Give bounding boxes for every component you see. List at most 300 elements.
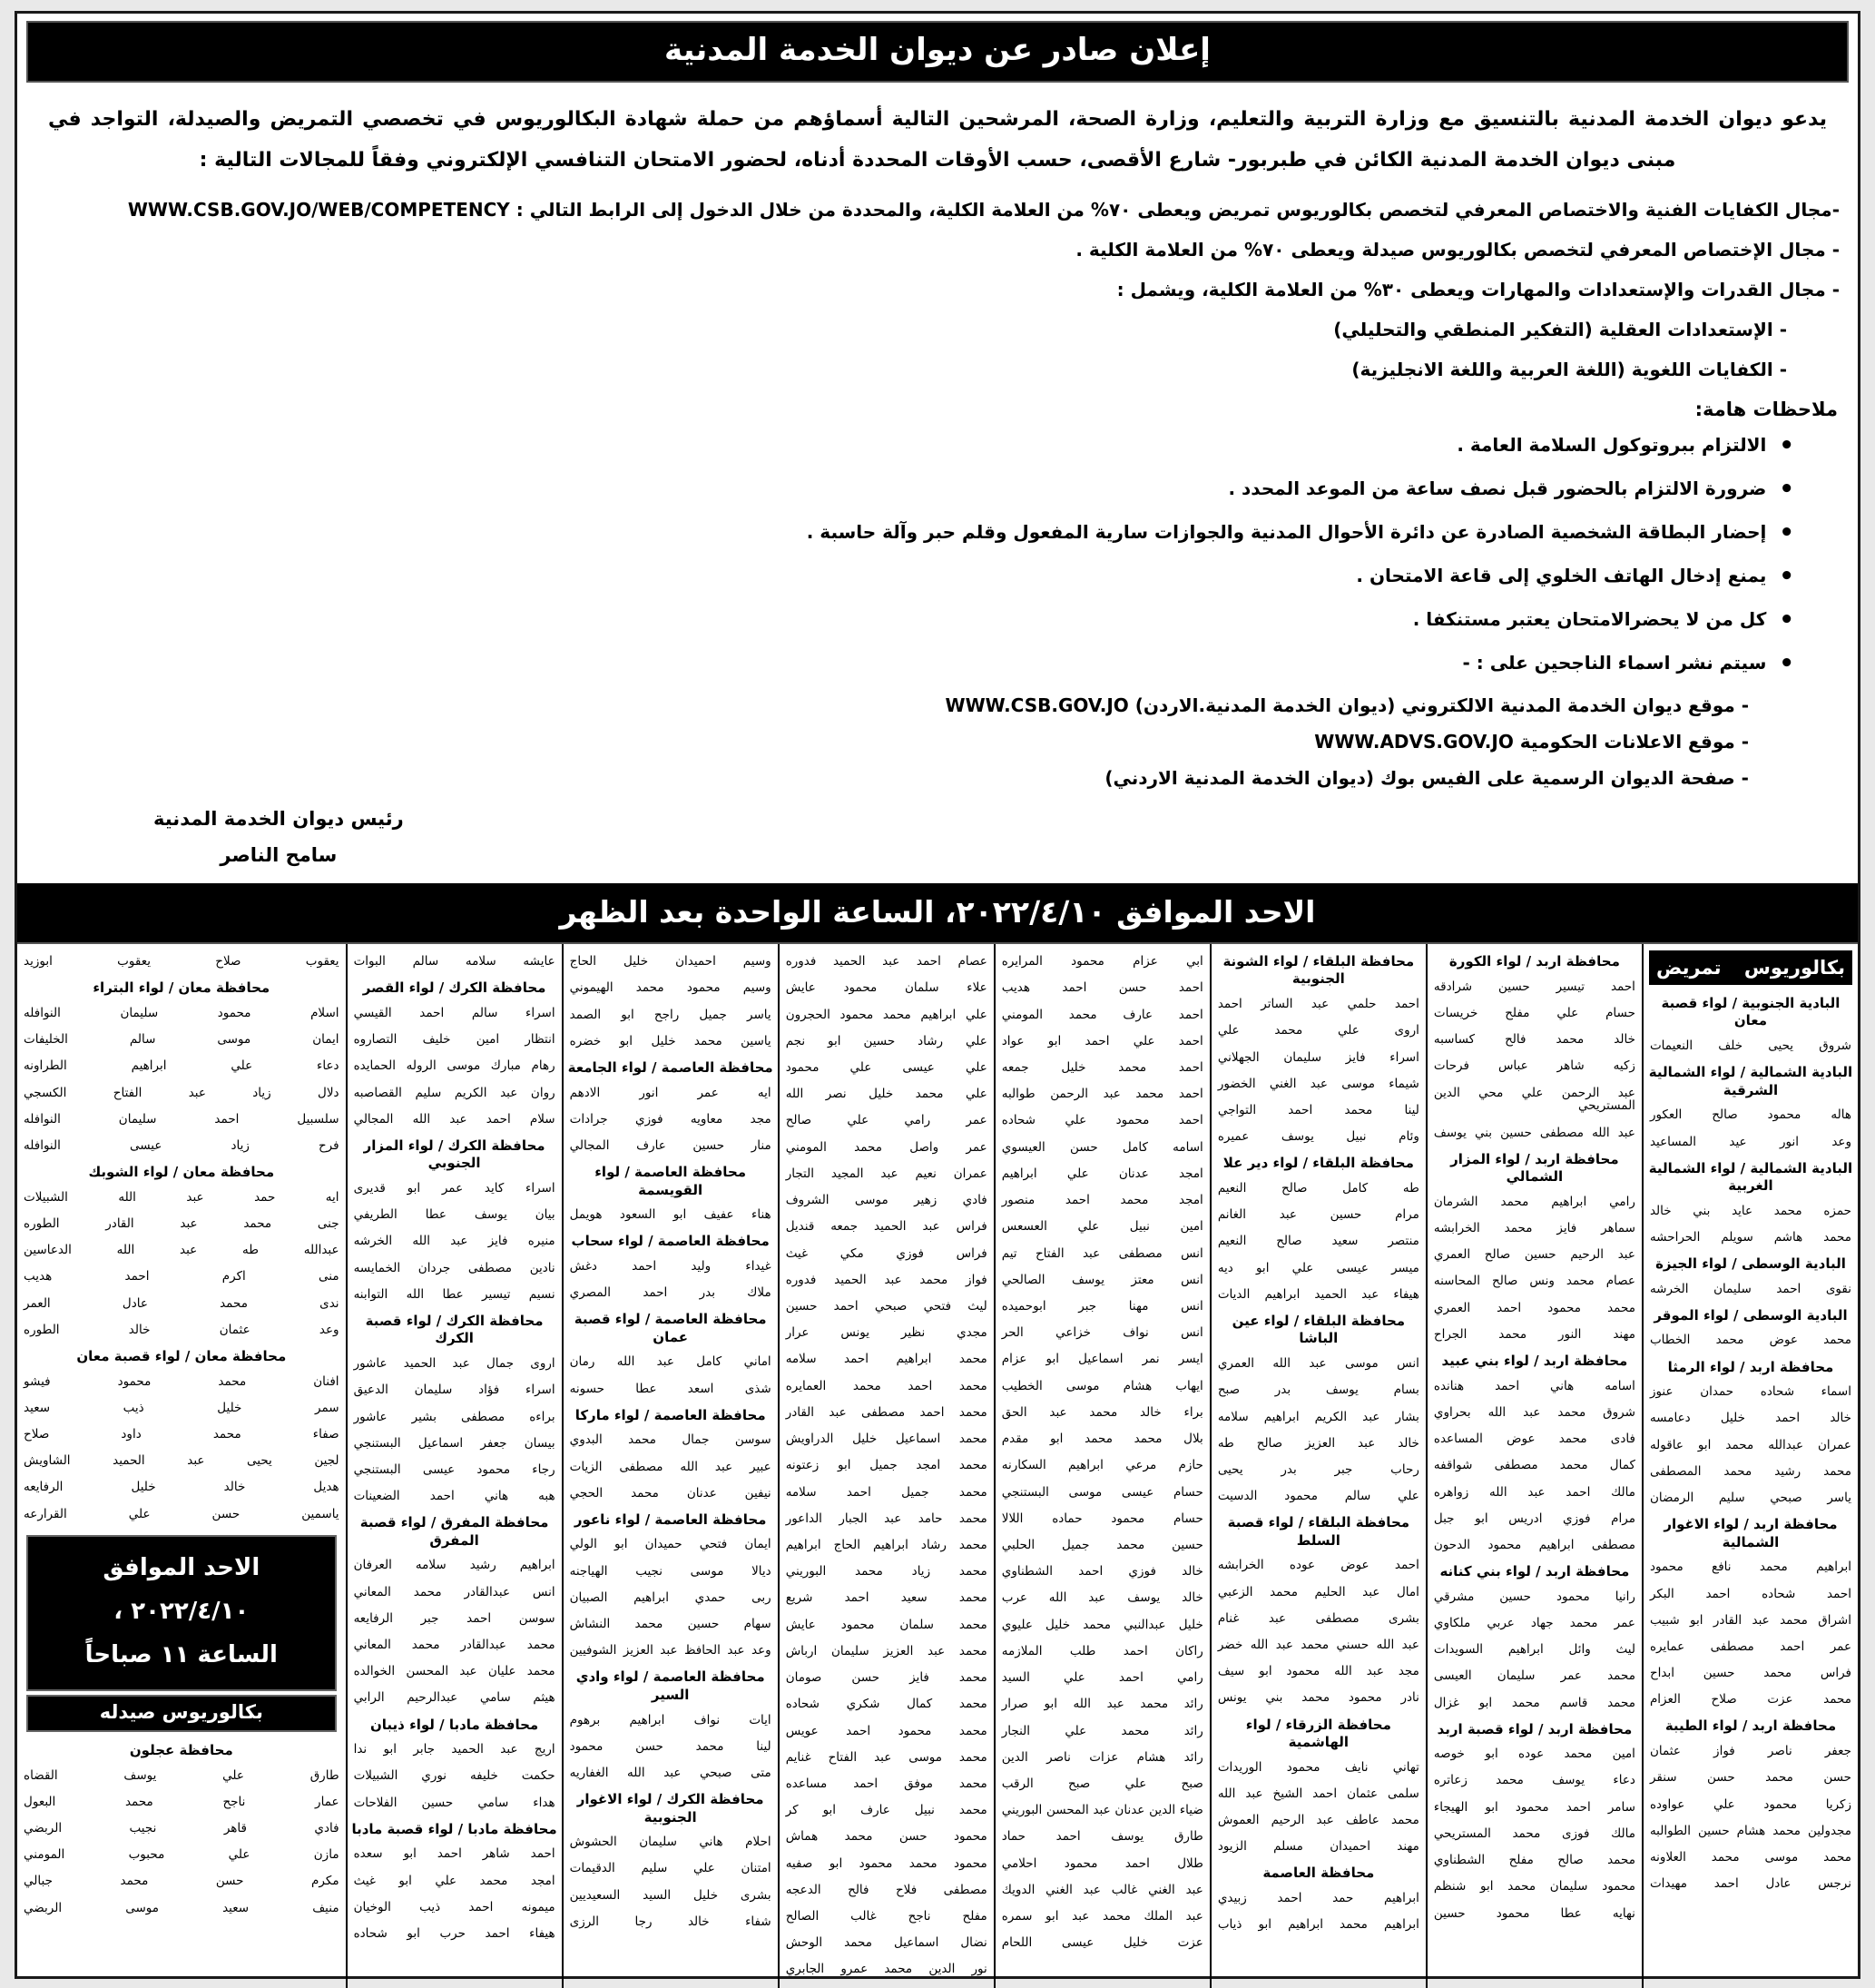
candidate-name: علي عيسى علي محمود: [785, 1060, 987, 1076]
candidate-name: وعد انور عيد المساعيد: [1649, 1134, 1851, 1149]
candidate-name: شيماء موسى عبد الغني الخضور: [1217, 1076, 1419, 1091]
candidate-name: محمد اسماعيل خليل الدراويش: [785, 1432, 987, 1447]
table-column: [346, 944, 562, 1988]
candidate-name: جنى محمد عبد القادر الطوره: [24, 1215, 339, 1231]
candidate-name: امجد محمد احمد منصور: [1001, 1193, 1203, 1208]
candidate-name: فادي زهير موسى الشروف: [785, 1193, 987, 1208]
group-header: محافظة معان / لواء البتراء: [93, 979, 270, 997]
candidate-name: بشرى مصطفى عبد غنام: [1217, 1610, 1419, 1626]
group-header: محافظة اربد / لواء قصبة اربد: [1437, 1720, 1633, 1737]
pharmacy-degree-badge: بكالوريوس صيدله: [26, 1695, 337, 1732]
group-header: محافظة العاصمة / لواء القويسمة: [594, 1164, 747, 1198]
candidate-name: دعاء يوسف محمد زعاتره: [1433, 1773, 1635, 1788]
candidate-name: بيان يوسف عطا الطريفي: [353, 1207, 555, 1223]
candidate-name: امجد عدنان علي ابراهيم: [1001, 1166, 1203, 1181]
pharmacy-session-line: الاحد الموافق: [103, 1553, 260, 1581]
nursing-degree-badge: بكالوريوس تمريض: [1649, 950, 1852, 985]
candidate-name: عبير عبد الله مصطفى الزيات: [569, 1459, 771, 1474]
candidate-name: محمود سليمان محمد ابو شنظم: [1433, 1879, 1635, 1895]
candidate-name: منى اكرم احمد هديب: [24, 1269, 339, 1284]
candidate-name: نرجس عادل احمد مهيدات: [1649, 1876, 1851, 1892]
candidate-name: نقوى احمد سليمان الخرشه: [1649, 1281, 1851, 1296]
candidate-name: عبد الله مصطفى حسين بني يوسف: [1433, 1125, 1635, 1140]
candidate-name: محمد رشاد ابراهيم الحاج ابراهيم: [785, 1537, 987, 1552]
candidate-name: عمر واصل محمد المومني: [785, 1139, 987, 1155]
candidate-name: حسام محمود حماده اللالا: [1001, 1511, 1203, 1526]
candidate-name: محمد هاشم سويلم الحراحشه: [1649, 1230, 1851, 1245]
pharmacy-session-line: ٢٠٢٢/٤/١٠ ،: [113, 1597, 250, 1625]
candidate-name: ابراهيم حمد احمد زبيدي: [1217, 1891, 1419, 1906]
group-header: محافظة الكرك / لواء قصبة الكرك: [365, 1312, 544, 1347]
candidate-name: مكرم حسن محمد جبالي: [24, 1874, 339, 1889]
candidate-name: حسن محمد حسن سنقر: [1649, 1770, 1851, 1786]
group-header: البادية الشمالية / لواء الشمالية الشرقية: [1648, 1064, 1853, 1098]
note-item: • كل من لا يحضرالامتحان يعتبر مستنكفا .: [17, 598, 1794, 642]
candidate-name: خالد محمد فالح كساسبه: [1433, 1032, 1635, 1048]
group-header: محافظة الكرك / لواء المزار الجنوبي: [363, 1137, 545, 1172]
candidate-name: انس موسى عبد الله العمري: [1217, 1356, 1419, 1372]
group-header: البادية الوسطى / لواء الموقر: [1654, 1306, 1848, 1324]
candidate-name: رائد محمد عبد الله ابو صرار: [1001, 1697, 1203, 1712]
candidate-name: احمد تيسير حسين شرادقه: [1433, 979, 1635, 994]
candidate-name: محمد موفق احمد مساعده: [785, 1776, 987, 1791]
announcement-title-bar: إعلان صادر عن ديوان الخدمة المدنية: [26, 21, 1849, 83]
exam-fields-list: [17, 184, 1858, 389]
candidate-name: عايشه سلامه سالم البوات: [353, 954, 555, 969]
candidate-name: لينا محمد احمد التواجي: [1217, 1103, 1419, 1118]
candidate-name: رائد هشام عزات ناصر الدين: [1001, 1749, 1203, 1765]
candidate-name: محمد زياد محمد البوريني: [785, 1564, 987, 1580]
candidate-name: اسراء فؤاد سليمان الدعيق: [353, 1383, 555, 1398]
candidate-name: محمد امجد جميل ابو زعتونه: [785, 1458, 987, 1473]
group-header: محافظة مادبا / لواء ذيبان: [369, 1716, 539, 1733]
candidate-name: ايمان فتحي حميدان ابو الولي: [569, 1537, 771, 1552]
group-header: محافظة العاصمة / لواء الجامعة: [567, 1058, 773, 1076]
candidate-name: مصطفى ابراهيم محمود الدحون: [1433, 1537, 1635, 1552]
candidate-name: وسيم محمود محمد الهيموني: [569, 980, 771, 996]
candidate-name: مهند احميدان مسلم الزيود: [1217, 1839, 1419, 1855]
candidate-name: احمد عارف محمد المومني: [1001, 1007, 1203, 1022]
candidate-name: محمد نبيل عارف ابو كر: [785, 1803, 987, 1818]
candidate-name: محمد جميل احمد سلامه: [785, 1484, 987, 1500]
results-table: [17, 944, 1858, 1988]
pharmacy-session-box: [26, 1535, 337, 1691]
candidate-name: عبدالله طه عبد الله الدعاسين: [24, 1243, 339, 1258]
candidate-name: حكمت خليفه نوري الشبيلات: [353, 1768, 555, 1784]
candidate-name: ايهاب هشام موسى الخطيب: [1001, 1378, 1203, 1393]
note-item: • سيتم نشر اسماء الناجحين على : -: [17, 642, 1794, 685]
group-header: محافظة البلقاء / لواء عين الباشا: [1232, 1312, 1406, 1347]
candidate-name: رجاء محمود عيسى البستنجي: [353, 1461, 555, 1477]
exam-field-line: -مجال الكفايات الفنية والاختصاص المعرفي لتخصص بكالوريوس تمريض ويعطى ٧٠% من العلامة الكلية، والمحددة من خلال الدخول إلى الرابط التالي : WWW.CSB.GOV.JO/WEB/COMPETENCY: [127, 199, 1840, 221]
table-column: [562, 944, 778, 1988]
candidate-name: غيداء وليد احمد دغش: [569, 1258, 771, 1274]
signature-role: رئيس ديوان الخدمة المدنية: [153, 808, 404, 831]
note-item: • ضرورة الالتزام بالحضور قبل نصف ساعة من الموعد المحدد .: [17, 467, 1794, 511]
pharmacy-session-line: الساعة ١١ صباحاً: [84, 1640, 278, 1668]
candidate-name: ايمان موسى سالم الخليفات: [24, 1032, 339, 1048]
candidate-name: حسام علي مفلح خريسات: [1433, 1005, 1635, 1020]
candidate-name: مجد عبد الله محمود ابو سيف: [1217, 1664, 1419, 1679]
candidate-name: سامر احمد محمود ابو الهيجاء: [1433, 1799, 1635, 1815]
candidate-name: هيثم سامي عبدالرحيم الرابي: [353, 1690, 555, 1706]
table-column: [778, 944, 994, 1988]
candidate-name: اشراق محمد عبد القادر ابو شبيب: [1649, 1612, 1851, 1628]
group-header: محافظة معان / لواء قصبة معان: [76, 1347, 287, 1364]
candidate-name: هديل خالد خليل الرفايعه: [24, 1480, 339, 1495]
candidate-name: فرح زياد عيسى النوافله: [24, 1137, 339, 1153]
group-header: محافظة اربد / لواء الطيبة: [1664, 1717, 1837, 1735]
candidate-name: هيفاء احمد حرب ابو شحاده: [353, 1926, 555, 1941]
candidate-name: احمد علي احمد ابو عواد: [1001, 1033, 1203, 1048]
group-header: محافظة الكرك / لواء الاغوار الجنوبية: [576, 1791, 764, 1826]
candidate-name: فادى محمد عوض المساعده: [1433, 1432, 1635, 1447]
candidate-name: محمد عبدالقادر محمد المعاني: [353, 1638, 555, 1653]
candidate-name: سوسن جمال محمد البدوي: [569, 1432, 771, 1448]
exam-field-line: - الإستعدادات العقلية (التفكير المنطقي والتحليلي): [1333, 319, 1787, 341]
candidate-name: صبح علي صبح الرقب: [1001, 1776, 1203, 1791]
candidate-name: عمار ناجح محمد البعول: [24, 1794, 339, 1809]
candidate-name: تهاني نايف محمود الوريدات: [1217, 1759, 1419, 1775]
candidate-name: زكيه شاهر عباس فرحات: [1433, 1058, 1635, 1074]
candidate-name: علي ابراهيم محمد محمود الحجرون: [785, 1007, 987, 1022]
candidate-name: ليث وائل ابراهيم السويدات: [1433, 1642, 1635, 1658]
group-header: محافظة مادبا / لواء قصبة مادبا: [351, 1820, 557, 1837]
candidate-name: فراس عبد الحميد جمعه قنديل: [785, 1219, 987, 1235]
candidate-name: مازن علي محبوب المومني: [24, 1847, 339, 1863]
candidate-name: اسماء شحاده حمدان عنوز: [1649, 1384, 1851, 1400]
candidate-name: ابراهيم محمد نافع محمود: [1649, 1560, 1851, 1575]
candidate-name: طلال احمد محمود احلامي: [1001, 1855, 1203, 1871]
candidate-name: حسام عيسى موسى البستنجي: [1001, 1484, 1203, 1500]
candidate-name: احمد شاهر احمد ابو سعده: [353, 1846, 555, 1862]
candidate-name: نادين مصطفى جردان الخمايسه: [353, 1260, 555, 1275]
candidate-name: رامي ابراهيم محمد الشرمان: [1433, 1194, 1635, 1209]
candidate-name: بشرى خليل السيد السعيديين: [569, 1887, 771, 1903]
group-header: محافظة العاصمة / لواء ماركا: [574, 1406, 766, 1423]
candidate-name: منتصر سعيد صالح النعيم: [1217, 1234, 1419, 1249]
candidate-name: شروق يحيى خلف النعيمات: [1649, 1038, 1851, 1054]
group-header: محافظة اربد / لواء بني كنانه: [1439, 1562, 1630, 1580]
exam-field-line: - مجال الإختصاص المعرفي لتخصص بكالوريوس صيدلة ويعطى ٧٠% من العلامة الكلية .: [1075, 239, 1840, 261]
candidate-name: سهام حسين محمد النشاش: [569, 1617, 771, 1632]
candidate-name: انس عبدالقادر محمد المعاني: [353, 1584, 555, 1599]
candidate-name: ابي عزام محمود المرايره: [1001, 954, 1203, 969]
candidate-name: خالد يوسف عبد الله عرب: [1001, 1590, 1203, 1606]
candidate-name: مفلح ناجح غالب الصالح: [785, 1909, 987, 1924]
candidate-name: محمد احمد محمد العمايره: [785, 1378, 987, 1393]
publish-sites-list: [17, 685, 1858, 796]
group-header: البادية الجنوبية / لواء قصبة معان: [1661, 994, 1841, 1029]
candidate-name: محمد سعيد احمد شريع: [785, 1590, 987, 1606]
candidate-name: عبد الرحمن علي محي الدين المستريحي: [1433, 1085, 1635, 1114]
important-notes-list: [17, 422, 1858, 685]
group-header: محافظة اربد / لواء الرمثا: [1667, 1358, 1834, 1375]
candidate-name: وئام نبيل يوسف عميره: [1217, 1129, 1419, 1145]
group-header: محافظة اربد / لواء الكورة: [1448, 952, 1620, 969]
candidate-name: مجد معاويه فوزي جرادات: [569, 1111, 771, 1127]
candidate-name: اروى جمال عبد الحميد عاشور: [353, 1356, 555, 1372]
candidate-name: دلال زياد عبد الفتاح الكسجي: [24, 1085, 339, 1100]
candidate-name: بلال محمد محمد ابو مقدم: [1001, 1432, 1203, 1447]
group-header: محافظة اربد / لواء الاغوار الشمالية: [1664, 1516, 1838, 1550]
candidate-name: ميسر عيسى علي ابو ديه: [1217, 1260, 1419, 1275]
candidate-name: لجين يحيى عبد الحميد الشاويش: [24, 1453, 339, 1469]
candidate-name: ضياء الدين عدنان عبد المحسن البوريني: [1001, 1803, 1203, 1818]
candidate-name: احمد حلمي عبد الساتر احمد: [1217, 997, 1419, 1012]
candidate-name: انس مصطفى عبد الفتاح تيم: [1001, 1245, 1203, 1261]
candidate-name: نضال اسماعيل محمد الوحش: [785, 1935, 987, 1951]
candidate-name: اسامه هاني احمد هنانده: [1433, 1378, 1635, 1393]
candidate-name: نيفين عدنان محمد الحجي: [569, 1485, 771, 1501]
candidate-name: انس مهنا جبر ابوحميده: [1001, 1299, 1203, 1314]
candidate-name: لينا محمد حسن محمود: [569, 1738, 771, 1754]
table-column: [1426, 944, 1642, 1988]
group-header: محافظة العاصمة / لواء سحاب: [571, 1233, 770, 1250]
candidate-name: عبد الغني غالب عبد الغني الدويك: [1001, 1882, 1203, 1897]
candidate-name: عصام محمد ونس صالح المحاسنه: [1433, 1274, 1635, 1289]
candidate-name: ابراهيم رشيد سلامه العرفان: [353, 1558, 555, 1573]
candidate-name: فواز محمد عبد الحميد فدوره: [785, 1272, 987, 1287]
table-column: [17, 944, 346, 1988]
candidate-name: ياسر صبحي سليم الرمضان: [1649, 1491, 1851, 1506]
group-header: البادية الشمالية / لواء الشمالية الغربية: [1648, 1159, 1853, 1195]
candidate-name: عمر رامي علي صالح: [785, 1113, 987, 1128]
candidate-name: هداء سامي حسين الفلاحات: [353, 1795, 555, 1810]
candidate-name: ابراهيم محمد ابراهيم ابو ذياب: [1217, 1917, 1419, 1933]
candidate-name: مصطفى فلاح فالح الدعجه: [785, 1882, 987, 1897]
candidate-name: احمد عوض عوده الخرابشه: [1217, 1558, 1419, 1573]
announcement-page: [15, 11, 1860, 1979]
candidate-name: زكريا محمود علي عواوده: [1649, 1796, 1851, 1812]
candidate-name: ايسر نمر اسماعيل ابو عزام: [1001, 1352, 1203, 1367]
candidate-name: محمد احمد مصطفى عبد القادر: [785, 1404, 987, 1420]
candidate-name: علاء سلمان محمود عايش: [785, 980, 987, 996]
table-column: [994, 944, 1210, 1988]
group-header: محافظة البلقاء / لواء الشونة الجنوبية: [1222, 952, 1415, 988]
candidate-name: خالد عبد العزيز صالح طه: [1217, 1435, 1419, 1451]
candidate-name: طارق علي يوسف القضاه: [24, 1767, 339, 1783]
table-column: [1642, 944, 1858, 1988]
group-header: محافظة الزرقاء / لواء الهاشمية: [1245, 1716, 1391, 1750]
candidate-name: حمزه محمد عايد بني خالد: [1649, 1203, 1851, 1218]
candidate-name: امجد محمد علي ابو غيث: [353, 1873, 555, 1888]
candidate-name: مجدي نظير يونس عرار: [785, 1325, 987, 1341]
candidate-name: بسام يوسف بدر صبح: [1217, 1383, 1419, 1398]
group-header: محافظة العاصمة / لواء ناعور: [574, 1511, 767, 1528]
candidate-name: رامي احمد علي السيد: [1001, 1670, 1203, 1686]
candidate-name: طارق يوسف احمد حماد: [1001, 1829, 1203, 1845]
candidate-name: هيفاء عبد الحميد ابراهيم الديات: [1217, 1286, 1419, 1302]
group-header: محافظة معان / لواء الشوبك: [88, 1164, 275, 1180]
candidate-name: سماهر فايز محمد الخرابشه: [1433, 1221, 1635, 1236]
candidate-name: محمد عبد العزيز سليمان ارباش: [785, 1643, 987, 1658]
candidate-name: رحاب جبر بدر يحيى: [1217, 1461, 1419, 1477]
candidate-name: اروى علي محمد علي: [1217, 1023, 1419, 1038]
candidate-name: اسراء كايد عمر ابو قديرى: [353, 1180, 555, 1196]
candidate-name: عبد الرحيم حسين صالح العمري: [1433, 1247, 1635, 1263]
table-column: [1210, 944, 1426, 1988]
group-header: محافظة البلقاء / لواء دير علا: [1222, 1155, 1414, 1172]
candidate-name: عمران نعيم عبد المجيد التجار: [785, 1166, 987, 1181]
candidate-name: بشار عبد الكريم ابراهيم سلامه: [1217, 1409, 1419, 1424]
candidate-name: شروق محمد عبد الله بحراوي: [1433, 1404, 1635, 1420]
candidate-name: ملاك بدر احمد المصري: [569, 1285, 771, 1301]
candidate-name: محمد صالح مفلح الشطناوي: [1433, 1853, 1635, 1868]
candidate-name: ايه عمر انور الادهم: [569, 1085, 771, 1100]
candidate-name: منيف سعيد موسى الربضي: [24, 1900, 339, 1915]
candidate-name: فراس فوزي مكي غيث: [785, 1245, 987, 1261]
candidate-name: نسيم تيسير عطا الله التوابنه: [353, 1286, 555, 1302]
candidate-name: محمود حسن محمد هماش: [785, 1829, 987, 1845]
candidate-name: محمد موسى عبد الفتاح غنايم: [785, 1749, 987, 1765]
candidate-name: مجدولين محمد هشام حسين الطوالبه: [1649, 1823, 1851, 1838]
candidate-name: محمد كمال شكري شحاده: [785, 1697, 987, 1712]
candidate-name: اسراء فايز سليمان الجهلاني: [1217, 1049, 1419, 1065]
candidate-name: علي رشاد حسين ابو نجم: [785, 1033, 987, 1048]
candidate-name: ليث فتحي صبحي احمد حسين: [785, 1299, 987, 1314]
candidate-name: وعد عثمان خالد الطوره: [24, 1322, 339, 1337]
exam-field-line: - الكفايات اللغوية (اللغة العربية واللغة الانجليزية): [1351, 359, 1787, 381]
exam-field-line: - مجال القدرات والإستعدادات والمهارات ويعطى ٣٠% من العلامة الكلية، ويشمل :: [1116, 279, 1840, 301]
candidate-name: احمد حسن احمد هديب: [1001, 980, 1203, 996]
candidate-name: اسامه كامل حسن العيسوي: [1001, 1139, 1203, 1155]
candidate-name: ياسر جميل راجح ابو الصمد: [569, 1007, 771, 1022]
candidate-name: براء خالد محمد عبد الحق: [1001, 1404, 1203, 1420]
candidate-name: مالك احمد عبد الله زواهره: [1433, 1484, 1635, 1500]
publish-site-line: - موقع ديوان الخدمة المدنية الالكتروني (ديوان الخدمة المدنية.الاردن) WWW.CSB.GOV.JO: [945, 694, 1749, 717]
group-header: محافظة عجلون: [129, 1741, 233, 1758]
candidate-name: محمد عزت صلاح العزام: [1649, 1692, 1851, 1708]
candidate-name: عبد الملك محمد عبد ابو سمره: [1001, 1909, 1203, 1924]
candidate-name: هبه هاني احمد الضعينات: [353, 1489, 555, 1504]
note-item: • إحضار البطاقة الشخصية الصادرة عن دائرة الأحوال المدنية والجوازات سارية المفعول وقلم حبر وآلة حاسبة .: [17, 511, 1794, 555]
candidate-name: اماني كامل عبد الله رمان: [569, 1354, 771, 1370]
candidate-name: انس معتز يوسف الصالحي: [1001, 1272, 1203, 1287]
candidate-name: امال عبد الحليم محمد الزعبي: [1217, 1584, 1419, 1599]
candidate-name: منيره فايز عبد الله الخرشه: [353, 1234, 555, 1249]
candidate-name: عمران عبدالله محمد ابو عاقوله: [1649, 1437, 1851, 1452]
notes-title: ملاحظات هامة:: [1694, 399, 1838, 421]
note-item: • يمنع إدخال الهاتف الخلوي إلى قاعة الامتحان .: [17, 555, 1794, 598]
candidate-name: مالك فوزى محمد المستريحي: [1433, 1826, 1635, 1841]
candidate-name: علي محمد خليل نصر الله: [785, 1087, 987, 1102]
nursing-session-bar: الاحد الموافق ٢٠٢٢/٤/١٠، الساعة الواحدة بعد الظهر: [17, 883, 1858, 944]
candidate-name: مرام حسين عبد الغانم: [1217, 1207, 1419, 1223]
group-header: البادية الوسطى / لواء الجيزة: [1655, 1255, 1846, 1273]
candidate-name: احمد محمد عبد الرحمن طوالبه: [1001, 1087, 1203, 1102]
group-header: محافظة المفرق / لواء قصبة المفرق: [359, 1514, 549, 1549]
group-header: محافظة اربد / لواء المزار الشمالي: [1450, 1150, 1619, 1186]
candidate-name: روان عبد الكريم سليم القصاصبه: [353, 1085, 555, 1100]
candidate-name: هناء عفيف ابو السعود هويمل: [569, 1207, 771, 1223]
candidate-name: مهند النور محمد الجراح: [1433, 1326, 1635, 1342]
candidate-name: محمد عاطف عبد الرحيم العموش: [1217, 1813, 1419, 1828]
candidate-name: جعفر ناصر فواز عثمان: [1649, 1744, 1851, 1759]
intro-paragraph: يدعو ديوان الخدمة المدنية بالتنسيق مع وزارة التربية والتعليم، وزارة الصحة، المرشحين التالية أسماؤهم من حملة شهادة البكالوريوس في تخصصي التمريض والصيدلة، التواجد في مبنى ديوان الخدمة المدنية الكائن في طبربور- شارع الأقصى، حسب الأوقات المحددة أدناه، لحضور الامتحان التنافسي الإلكتروني وفقاً للمجالات التالية :: [48, 108, 1827, 172]
candidate-name: اريج عبد الحميد جابر ابو ندا: [353, 1742, 555, 1757]
candidate-name: سلسبيل احمد سليمان النوافله: [24, 1111, 339, 1127]
candidate-name: شذى اسعد عطا حسونه: [569, 1381, 771, 1396]
candidate-name: محمد فايز حسن صومان: [785, 1670, 987, 1686]
candidate-name: منار حسين عارف المجالي: [569, 1137, 771, 1153]
candidate-name: محمد محمود احمد عويس: [785, 1723, 987, 1738]
publish-site-line: - موقع الاعلانات الحكومية WWW.ADVS.GOV.JO: [1314, 731, 1749, 753]
candidate-name: نهايه عطا محمود حسين: [1433, 1905, 1635, 1921]
candidate-name: براءه مصطفى بشير عاشور: [353, 1409, 555, 1424]
candidate-name: محمد ابراهيم احمد سلامه: [785, 1352, 987, 1367]
candidate-name: ايات نواف ابراهيم برهوم: [569, 1712, 771, 1727]
candidate-name: فادي قاهر نجيب الربضي: [24, 1821, 339, 1836]
candidate-name: شفاء خالد رجا الرزى: [569, 1914, 771, 1929]
candidate-name: عمر محمد جهاد عربي ملكاوي: [1433, 1615, 1635, 1630]
candidate-name: اسلام محمود سليمان النوافله: [24, 1005, 339, 1020]
candidate-name: خالد فوزي احمد الشطناوي: [1001, 1564, 1203, 1580]
candidate-name: امتنان علي سليم الدقيمات: [569, 1861, 771, 1876]
candidate-name: اسراء سالم احمد القيسي: [353, 1005, 555, 1020]
candidate-name: رانيا محمود حسين مشرقي: [1433, 1589, 1635, 1604]
candidate-name: محمد موسى محمد العلاونه: [1649, 1849, 1851, 1865]
candidate-name: يعقوب صلاح يعقوب ابوزيد: [24, 954, 339, 969]
candidate-name: نور الدين محمد عمرو الجابري: [785, 1962, 987, 1977]
candidate-name: وعد عبد الحافظ عبد العزيز الشوفيين: [569, 1643, 771, 1658]
candidate-name: ياسين محمد خليل ابو خضره: [569, 1033, 771, 1048]
candidate-name: سمر خليل ذيب سعيد: [24, 1400, 339, 1415]
candidate-name: سلام احمد عبد الله المجالي: [353, 1111, 555, 1127]
candidate-name: سوسن احمد جبر الرفايعه: [353, 1610, 555, 1626]
candidate-name: علي سالم محمود الدسيت: [1217, 1489, 1419, 1504]
candidate-name: احلام هاني سليمان الحشوش: [569, 1835, 771, 1850]
group-header: محافظة اربد / لواء بني عبيد: [1441, 1352, 1628, 1369]
candidate-name: راكان احمد طلب الملازمه: [1001, 1643, 1203, 1658]
group-header: محافظة البلقاء / لواء قصبة السلط: [1227, 1514, 1410, 1549]
candidate-name: ياسمين حسن علي القرارعه: [24, 1506, 339, 1521]
candidate-name: محمد قاسم محمد ابو غزال: [1433, 1695, 1635, 1710]
signature-name: سامح الناصر: [220, 844, 338, 867]
candidate-name: خالد احمد خليل دعامسه: [1649, 1411, 1851, 1426]
candidate-name: خليل عبدالنبي محمد خليل عليوي: [1001, 1617, 1203, 1632]
candidate-name: رهام مبارك موسى الروله الحمايده: [353, 1058, 555, 1074]
candidate-name: دعاء علي ابراهيم الطراونه: [24, 1058, 339, 1074]
candidate-name: احمد محمود علي شحاده: [1001, 1113, 1203, 1128]
candidate-name: عزت خليل عيسى اللحام: [1001, 1935, 1203, 1951]
candidate-name: ديالا موسى نجيب الهياجنه: [569, 1563, 771, 1579]
candidate-name: سلمى عثمان احمد الشيخ عبد الله: [1217, 1786, 1419, 1801]
candidate-name: كمال محمد مصطفى شواقفه: [1433, 1458, 1635, 1473]
candidate-name: محمد عمر سليمان العيسى: [1433, 1668, 1635, 1684]
candidate-name: محمد رشيد محمد المصطفى: [1649, 1463, 1851, 1479]
note-item: • الالتزام ببروتوكول السلامة العامة .: [17, 424, 1794, 467]
candidate-name: فراس محمد حسين ابداح: [1649, 1666, 1851, 1681]
candidate-name: نادر محمود محمد بني يونس: [1217, 1690, 1419, 1706]
signature-block: [17, 796, 1858, 883]
candidate-name: محمد عوض محمد الخطاب: [1649, 1333, 1851, 1348]
candidate-name: انس نواف خزاعي الحر: [1001, 1325, 1203, 1341]
candidate-name: محمد سلمان محمود عايش: [785, 1617, 987, 1632]
candidate-name: افنان محمد محمود فيشو: [24, 1373, 339, 1389]
group-header: محافظة العاصمة: [1262, 1865, 1375, 1882]
candidate-name: عصام احمد عبد الحميد فدوره: [785, 954, 987, 969]
candidate-name: احمد محمد خليل جمعه: [1001, 1060, 1203, 1076]
candidate-name: عمر احمد مصطفى عمايره: [1649, 1639, 1851, 1654]
candidate-name: احمد شحاده احمد البكر: [1649, 1586, 1851, 1601]
publish-site-line: - صفحة الديوان الرسمية على الفيس بوك (ديوان الخدمة المدنية الاردني): [1104, 767, 1749, 790]
candidate-name: بيسان جعفر اسماعيل البستنجي: [353, 1435, 555, 1451]
candidate-name: ندى محمد عادل العمر: [24, 1295, 339, 1311]
candidate-name: حسين محمد جميل الحلبي: [1001, 1537, 1203, 1552]
candidate-name: حازم مرعي ابراهيم السكارنه: [1001, 1458, 1203, 1473]
candidate-name: امين نبيل علي العسعس: [1001, 1219, 1203, 1235]
